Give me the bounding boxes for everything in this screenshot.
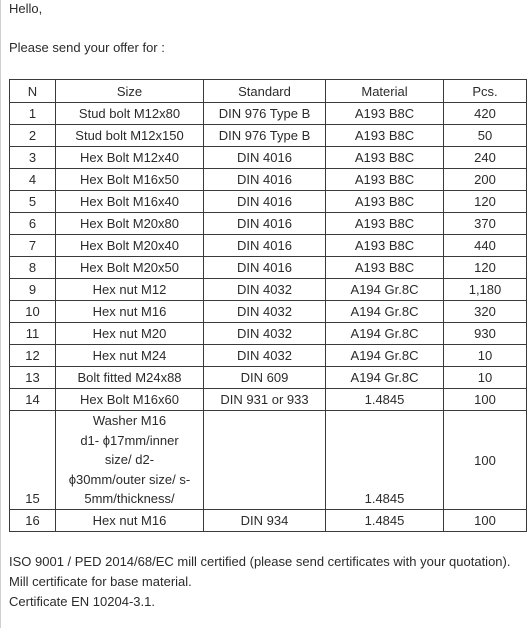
cell-standard: DIN 4016 [204,147,326,169]
size-line: 5mm/thickness/ [84,491,175,507]
cell-size: Hex nut M16 [56,510,204,532]
cell-pcs: 10 [444,367,527,389]
cell-standard: DIN 4032 [204,301,326,323]
cell-material: A193 B8C [326,235,444,257]
cell-size: Stud bolt M12x150 [56,125,204,147]
table-row [10,169,527,191]
request-text: Please send your offer for : [9,40,165,55]
table-row [10,323,527,345]
cell-material: 1.4845 [326,411,444,510]
cell-pcs: 200 [444,169,527,191]
cell-size: Hex nut M20 [56,323,204,345]
cell-n: 1 [10,103,56,125]
header-material: Material [326,80,444,103]
cell-standard: DIN 4016 [204,213,326,235]
cell-pcs: 120 [444,257,527,279]
cell-pcs: 100 [444,510,527,532]
table-row [10,235,527,257]
cell-pcs: 440 [444,235,527,257]
cell-n: 7 [10,235,56,257]
table-row [10,279,527,301]
cell-pcs: 240 [444,147,527,169]
cell-size: Hex nut M12 [56,279,204,301]
cell-pcs: 100 [444,411,527,510]
cell-pcs: 10 [444,345,527,367]
table-row [10,301,527,323]
cell-size: Hex Bolt M20x50 [56,257,204,279]
cell-n: 2 [10,125,56,147]
size-line: d1- ϕ17mm/inner [80,432,179,448]
footer-line-certification: ISO 9001 / PED 2014/68/EC mill certified (please send certificates with your quotation). [9,554,511,569]
cell-pcs: 320 [444,301,527,323]
table-row [10,510,527,532]
cell-size [56,411,204,510]
cell-material: A193 B8C [326,213,444,235]
cell-size: Stud bolt M12x80 [56,103,204,125]
cell-n: 3 [10,147,56,169]
cell-standard: DIN 934 [204,510,326,532]
cell-size: Hex Bolt M20x80 [56,213,204,235]
table-row [10,345,527,367]
cell-pcs: 930 [444,323,527,345]
cell-n: 9 [10,279,56,301]
cell-standard: DIN 4016 [204,191,326,213]
cell-standard: DIN 976 Type B [204,125,326,147]
table-row [10,213,527,235]
cell-material: A194 Gr.8C [326,345,444,367]
size-line: Washer M16 [92,413,167,429]
cell-material: A194 Gr.8C [326,323,444,345]
cell-pcs: 100 [444,389,527,411]
cell-standard: DIN 4016 [204,169,326,191]
table-row [10,367,527,389]
cell-material: A193 B8C [326,103,444,125]
cell-pcs: 120 [444,191,527,213]
header-size: Size [56,80,204,103]
header-pcs: Pcs. [444,80,527,103]
header-standard: Standard [204,80,326,103]
cell-standard [204,411,326,510]
cell-size: Bolt fitted M24x88 [56,367,204,389]
cell-material: A193 B8C [326,169,444,191]
cell-n: 15 [10,411,56,510]
cell-size: Hex nut M24 [56,345,204,367]
size-line: ϕ30mm/outer size/ s- [68,471,191,487]
cell-standard: DIN 4032 [204,279,326,301]
size-line: size/ d2- [104,452,155,468]
cell-n: 6 [10,213,56,235]
cell-n: 12 [10,345,56,367]
cell-n: 16 [10,510,56,532]
table-row [10,147,527,169]
cell-size: Hex Bolt M16x40 [56,191,204,213]
table-row [10,125,527,147]
cell-n: 11 [10,323,56,345]
cell-n: 8 [10,257,56,279]
cell-pcs: 50 [444,125,527,147]
cell-n: 14 [10,389,56,411]
left-border [0,0,1,628]
greeting-text: Hello, [9,1,43,16]
header-n: N [10,80,56,103]
cell-standard: DIN 4032 [204,323,326,345]
table-header-row [10,80,527,103]
cell-pcs: 1,180 [444,279,527,301]
cell-material: A194 Gr.8C [326,279,444,301]
cell-size: Hex nut M16 [56,301,204,323]
cell-standard: DIN 976 Type B [204,103,326,125]
cell-size: Hex Bolt M20x40 [56,235,204,257]
footer-line-en-10204: Certificate EN 10204-3.1. [9,594,155,609]
cell-material: A193 B8C [326,125,444,147]
table-row [10,257,527,279]
cell-standard: DIN 4032 [204,345,326,367]
cell-material: A193 B8C [326,191,444,213]
cell-standard: DIN 4016 [204,257,326,279]
table-row [10,191,527,213]
cell-pcs: 420 [444,103,527,125]
cell-material: A193 B8C [326,147,444,169]
cell-material: 1.4845 [326,510,444,532]
table-row [10,389,527,411]
cell-n: 4 [10,169,56,191]
cell-material: A194 Gr.8C [326,301,444,323]
table-row [10,411,527,510]
cell-material: A194 Gr.8C [326,367,444,389]
cell-n: 10 [10,301,56,323]
cell-material: 1.4845 [326,389,444,411]
cell-standard: DIN 4016 [204,235,326,257]
cell-standard: DIN 931 or 933 [204,389,326,411]
table-row [10,103,527,125]
cell-standard: DIN 609 [204,367,326,389]
cell-size: Hex Bolt M16x50 [56,169,204,191]
order-table [9,79,527,532]
cell-n: 5 [10,191,56,213]
cell-size: Hex Bolt M16x60 [56,389,204,411]
cell-size: Hex Bolt M12x40 [56,147,204,169]
cell-material: A193 B8C [326,257,444,279]
cell-n: 13 [10,367,56,389]
footer-line-mill-certificate: Mill certificate for base material. [9,574,192,589]
cell-pcs: 370 [444,213,527,235]
